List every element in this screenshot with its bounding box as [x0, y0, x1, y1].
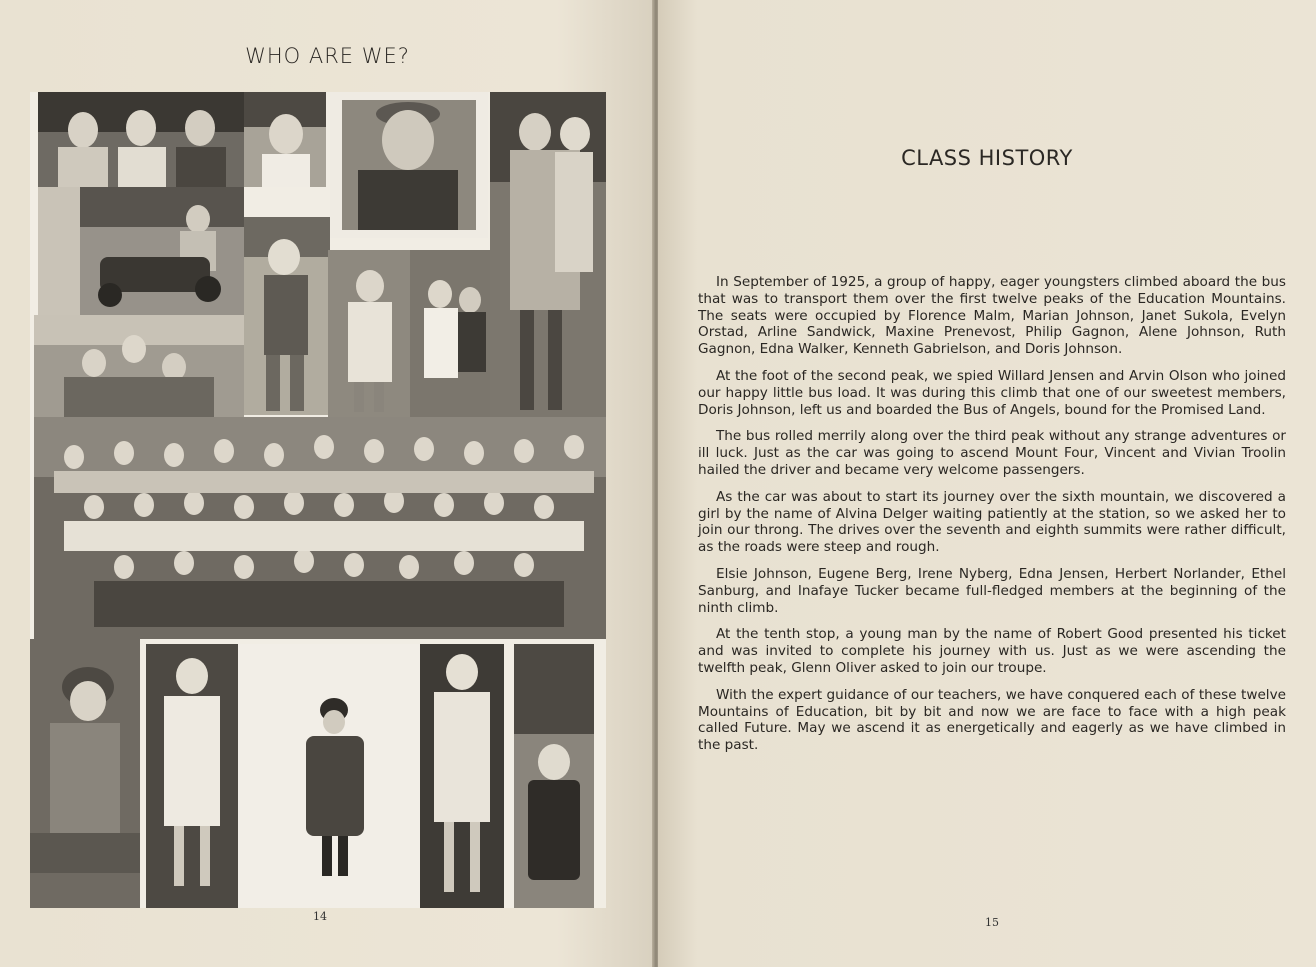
right-page — [658, 0, 1316, 967]
paragraph-2: At the foot of the second peak, we spied Willard Jensen and Arvin Olson who joined our happy little bus load. It was during this climb that one of our sweetest members, Doris Johnson, left us and boarded the Bus of Angels, bound for the Promised Land. — [698, 367, 1286, 418]
photo-collage — [30, 92, 606, 908]
photo-girl-portrait — [244, 92, 326, 187]
page-number-left: 14 — [313, 910, 327, 923]
photo-boy-toy-car — [80, 187, 244, 315]
paragraph-5: Elsie Johnson, Eugene Berg, Irene Nyberg, Edna Jensen, Herbert Norlander, Ethel Sanburg, and Inafaye Tucker became full-fledged members at the beginning of the ninth climb. — [698, 565, 1286, 616]
photo-class-group — [34, 417, 606, 639]
photo-girl-dress — [328, 250, 410, 417]
page-title-who-are-we: WHO ARE WE? — [245, 44, 410, 68]
paragraph-1: In September of 1925, a group of happy, eager youngsters climbed aboard the bus that was to transport them over the first twelve peaks of the Education Mountains. The seats were occupied by Florence Malm, Marian Johnson, Janet Sukola, Evelyn Orstad, Arline Sandwick, Maxine Prenevost, Philip Gagnon, Alene Johnson, Ruth Gagnon, Edna Walker, Kenneth Gabrielson, and Doris Johnson. — [698, 274, 1286, 358]
photo-two-children — [410, 250, 490, 417]
page-number-right: 15 — [985, 916, 999, 929]
paragraph-3: The bus rolled merrily along over the third peak without any strange adventures or ill luck. Just as the car was going to ascend Mount Four, Vincent and Vivian Troolin hailed the driver and became very welcome passengers. — [698, 428, 1286, 478]
left-page — [0, 0, 655, 967]
photo-child-dark-coat — [514, 644, 594, 908]
photo-girls-holding-child — [490, 92, 606, 417]
photo-edge-fragment — [38, 187, 80, 315]
photo-child-cloche-hat — [30, 639, 140, 908]
photo-girl-standing — [420, 644, 504, 908]
photo-family-group — [34, 315, 244, 417]
paragraph-6: At the tenth stop, a young man by the name of Robert Good presented his ticket and was invited to complete his journey with us. Just as we were ascending the twelfth peak, Glenn Oliver asked to join our troupe. — [698, 626, 1286, 676]
photo-three-girls — [38, 92, 244, 187]
photo-girl-white-dress — [146, 644, 238, 908]
photo-boy-cap — [330, 92, 488, 238]
class-history-text — [698, 274, 1286, 764]
photo-toddler-doll — [238, 644, 420, 908]
paragraph-7: With the expert guidance of our teachers, we have conquered each of these twelve Mountains of Education, bit by bit and now we are face to face with a high peak called Future. May we ascend it as energetically and eagerly as we have climbed in the past. — [698, 686, 1286, 754]
paragraph-4: As the car was about to start its journey over the sixth mountain, we discovered a girl by the name of Alvina Delger waiting patiently at the station, so we asked her to join our throng. The drives over the seventh and eighth summits were rather difficult, as the roads were steep and rough. — [698, 488, 1286, 556]
photo-child-overalls — [244, 217, 330, 415]
page-title-class-history: CLASS HISTORY — [901, 146, 1073, 170]
